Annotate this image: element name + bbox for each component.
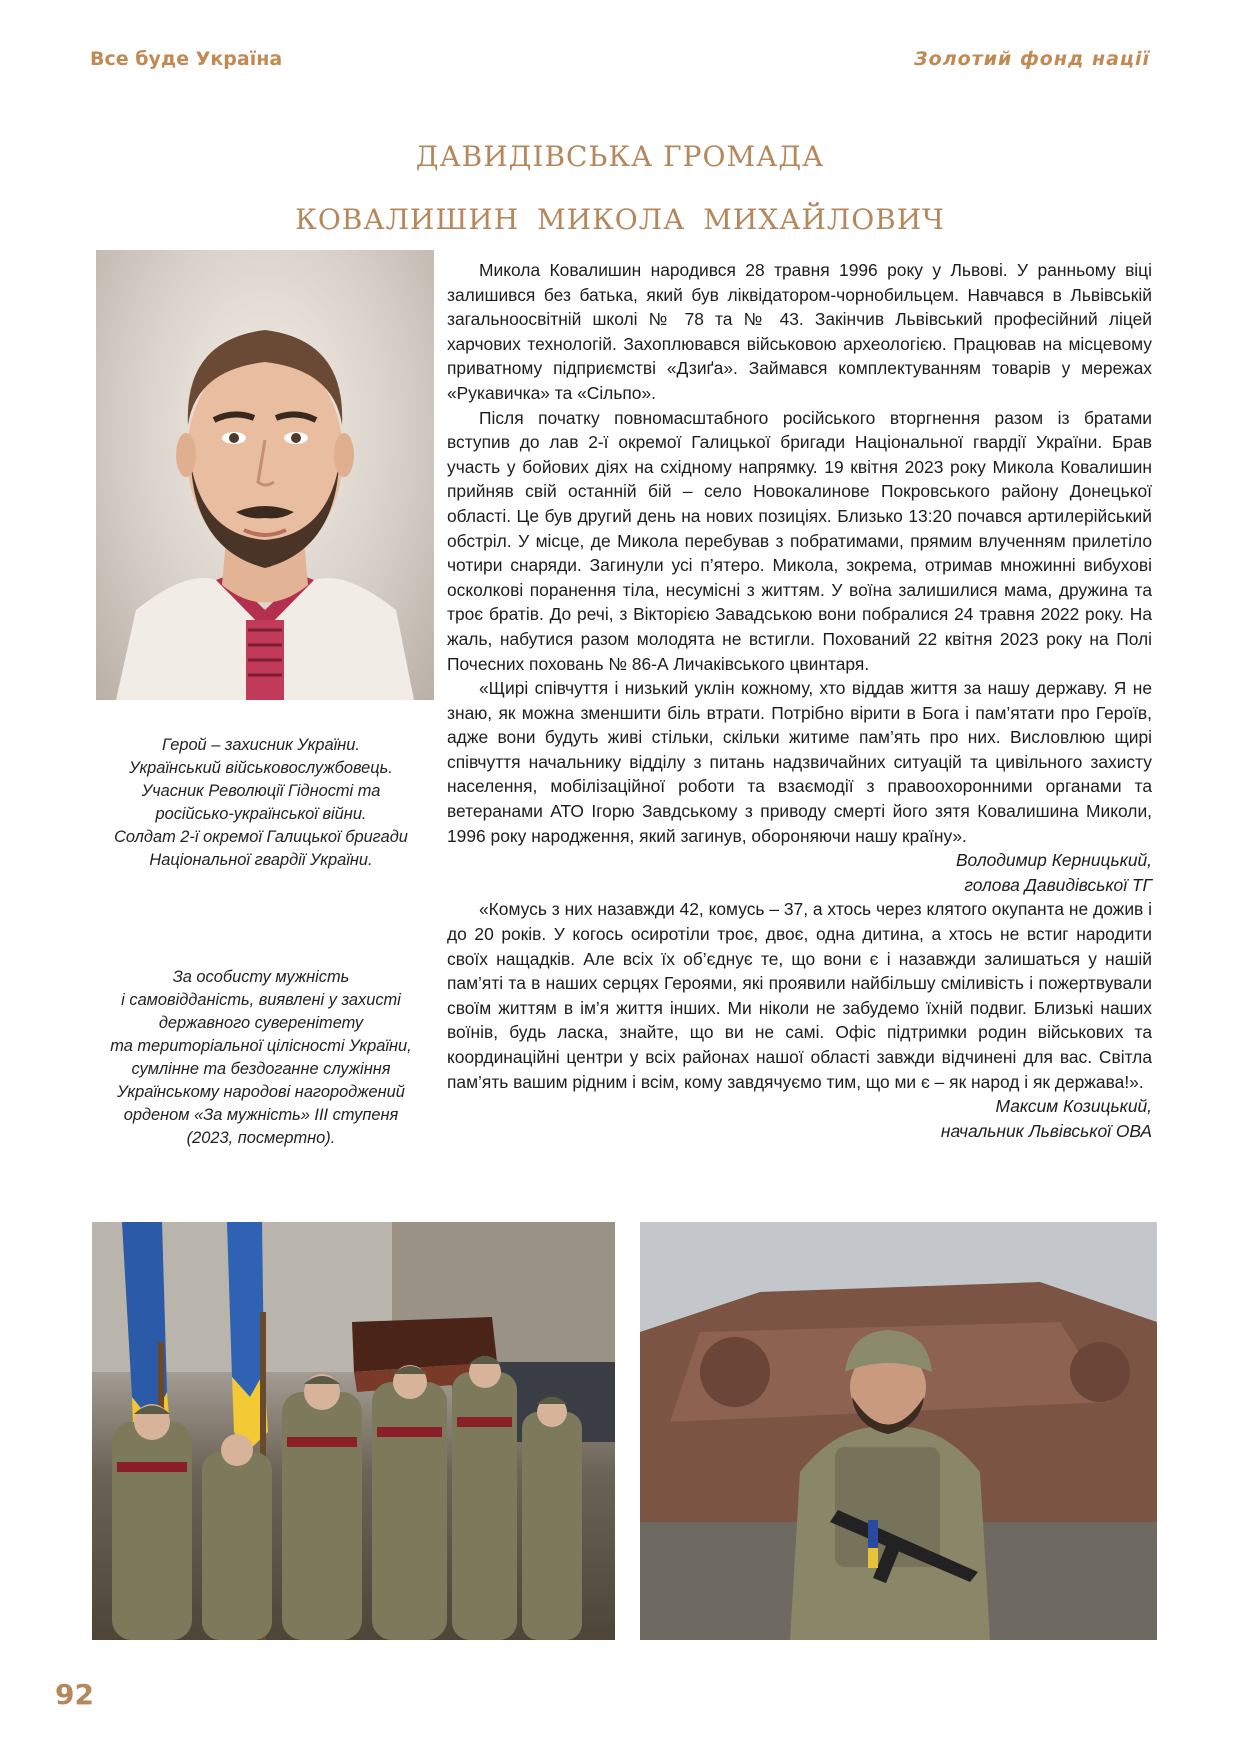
caption-line: Український військовослужбовець. xyxy=(129,759,393,777)
caption-line: російсько-української війни. xyxy=(155,805,367,823)
caption-line: орденом «За мужність» ІІІ ступеня xyxy=(123,1106,399,1124)
article-body xyxy=(447,258,1152,1143)
person-name: КОВАЛИШИН МИКОЛА МИХАЙЛОВИЧ xyxy=(295,203,945,236)
signature-title: голова Давидівської ТГ xyxy=(964,874,1152,895)
soldier-illustration xyxy=(640,1222,1157,1640)
caption-line: Солдат 2-ї окремої Галицької бригади xyxy=(114,828,408,846)
caption-biography xyxy=(86,734,436,872)
caption-line: Українському народові нагороджений xyxy=(117,1083,405,1101)
caption-line: Національної гвардії України. xyxy=(149,851,373,869)
portrait-illustration xyxy=(96,250,434,700)
caption-line: За особисту мужність xyxy=(172,968,350,986)
soldier-portrait-photo xyxy=(640,1222,1157,1640)
funeral-illustration xyxy=(92,1222,615,1640)
quote-text: «Щирі співчуття і низький уклін кожному, хто віддав життя за нашу державу. Я не знаю, як можна зменшити біль втрати. Потрібно вірити в Бога і пам’ятати про Героїв, адже вони будуть живі стільки, скільки житиме пам’ять про них. Висловлюю щирі співчуття начальнику відділу з питань надзвичайних ситуацій та цивільного захисту населення, мобілізаційної роботи та взаємодії з правоохоронними органами та ветеранами АТО Ігорю Завдському з приводу смерті його зятя Ковалишина Миколи, 1996 року народження, який загинув, обороняючи нашу країну». xyxy=(447,678,1152,846)
quote-paragraph xyxy=(447,676,1152,871)
caption-line: (2023, посмертно). xyxy=(186,1129,336,1147)
caption-line: державного суверенітету xyxy=(158,1014,364,1032)
caption-award xyxy=(86,966,436,1150)
article-paragraph: Після початку повномасштабного російського вторгнення разом із братами вступив до лав 2-ї окремої Галицької бригади Національної гвардії України. Брав участь у бойових діях на східному напрямку. 19 квітня 2023 року Микола Ковалишин прийняв свій останній бій – село Новокалинове Покровського району Донецької області. Це був другий день на нових позиціях. Близько 13:20 почався артилерійський обстріл. У місце, де Микола перебував з побратимами, прямим влученням прилетіло чотири снаряди. Загинули усі п’ятеро. Микола, зокрема, отримав множинні вибухові осколкові поранення тіла, несумісні з життям. У воїна залишилися мама, дружина та троє братів. До речі, з Вікторією Завадською вони побралися 24 травня 2022 року. На жаль, набутися разом молодята не встигли. Похований 22 квітня 2023 року на Полі Почесних поховань № 86-А Личаківського цвинтаря. xyxy=(447,407,1152,674)
signature-name: Максим Козицький, xyxy=(995,1096,1152,1117)
community-title: ДАВИДІВСЬКА ГРОМАДА xyxy=(415,140,825,173)
caption-line: Герой – захисник України. xyxy=(162,736,360,754)
running-header-right: Золотий фонд нації xyxy=(914,48,1150,70)
caption-line: сумлінне та бездоганне служіння xyxy=(131,1060,391,1078)
caption-line: Учасник Революції Гідності та xyxy=(141,782,381,800)
funeral-procession-photo xyxy=(92,1222,615,1640)
portrait-photo xyxy=(96,250,434,700)
quote-paragraph: «Комусь з них назавжди 42, комусь – 37, а хтось через клятого окупанта не дожив і до 20 років. У когось осиротіли троє, двоє, одна дитина, а хтось не встиг народити своїх нащадків. Але всіх їх об’єднує те, що вони є і назавжди залишаться у нашій пам’яті та в наших серцях Героями, які проявили найбільшу сміливість і пожертвували своїм життям в ім’я життя інших. Ми ніколи не забудемо їхній подвиг. Близькі наших воїнів, будь ласка, знайте, що ви не самі. Офіс підтримки родин військових та координаційні центри у всіх районах нашої області завжди відчинені для вас. Світла пам’ять вашим рідним і всім, кому завдячуємо тим, що ми є – як народ і як держава!». xyxy=(447,899,1152,1092)
page-number: 92 xyxy=(55,1678,94,1711)
caption-line: та територіальної цілісності України, xyxy=(110,1037,412,1055)
caption-line: і самовідданість, виявлені у захисті xyxy=(121,991,401,1009)
signature-title: начальник Львівської ОВА xyxy=(940,1120,1152,1141)
signature-name: Володимир Керницький, xyxy=(955,850,1152,871)
running-header-left: Все буде Україна xyxy=(90,48,283,70)
article-paragraph: Микола Ковалишин народився 28 травня 1996 року у Львові. У ранньому віці залишився без батька, який був ліквідатором-чорнобильцем. Навчався в Львівській загальноосвітній школі № 78 та № 43. Закінчив Львівський професійний ліцей харчових технологій. Захоплювався військовою археологією. Працював на місцевому приватному підприємстві «Дзиґа». Займався комплектуванням товарів у мережах «Рукавичка» та «Сільпо». xyxy=(447,260,1152,403)
